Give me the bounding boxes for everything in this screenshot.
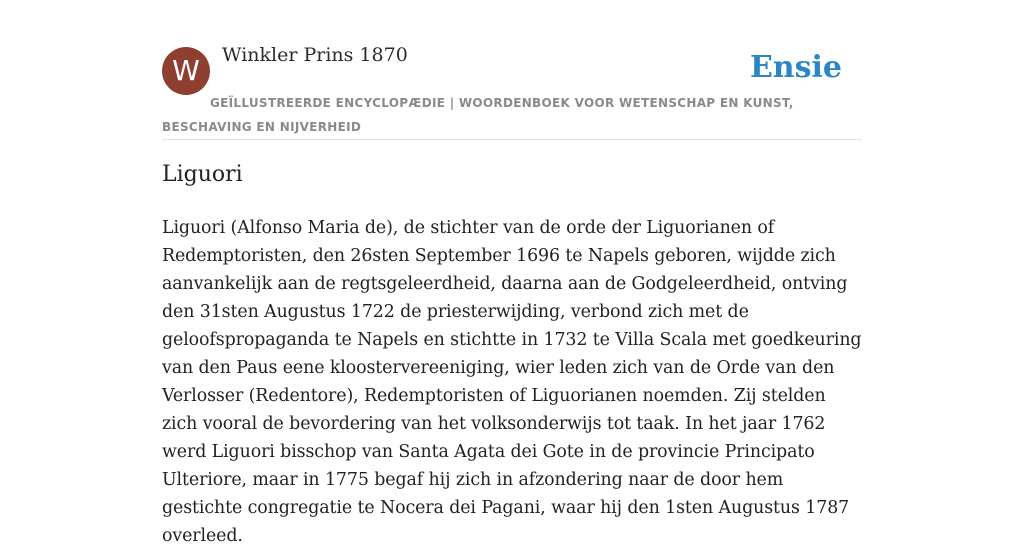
entry-title: Liguori (162, 162, 243, 187)
header-divider (162, 139, 862, 140)
source-subtitle: GEÏLLUSTREERDE ENCYCLOPÆDIE | WOORDENBOEK VOOR WETENSCHAP EN KUNST, BESCHAVING EN NIJVERHEID (162, 96, 794, 134)
source-avatar[interactable]: W (162, 47, 210, 95)
source-title[interactable]: Winkler Prins 1870 (222, 44, 408, 66)
entry-body: Liguori (Alfonso Maria de), de stichter van de orde der Liguorianen of Redemptoristen, den 26sten September 1696 te Napels geboren, wijdde zich aanvankelijk aan de regtsgeleerdheid, daarna aan de Godgeleerdheid, ontving den 31sten Augustus 1722 de priesterwijding, verbond zich met de geloofspropaganda te Napels en stichtte in 1732 te Villa Scala met goedkeuring van den Paus eene kloostervereeniging, wier leden zich van de Orde van den Verlosser (Redentore), Redemptoristen of Liguorianen noemden. Zij stelden zich vooral de bevordering van het volksonderwijs tot taak. In het jaar 1762 werd Liguori bisschop van Santa Agata dei Gote in de provincie Principato Ulteriore, maar in 1775 begaf hij zich in afzondering naar de door hem gestichte congregatie te Nocera dei Pagani, waar hij den 1sten Augustus 1787 overleed. (162, 218, 862, 546)
brand-logo[interactable]: Ensie (749, 50, 842, 85)
